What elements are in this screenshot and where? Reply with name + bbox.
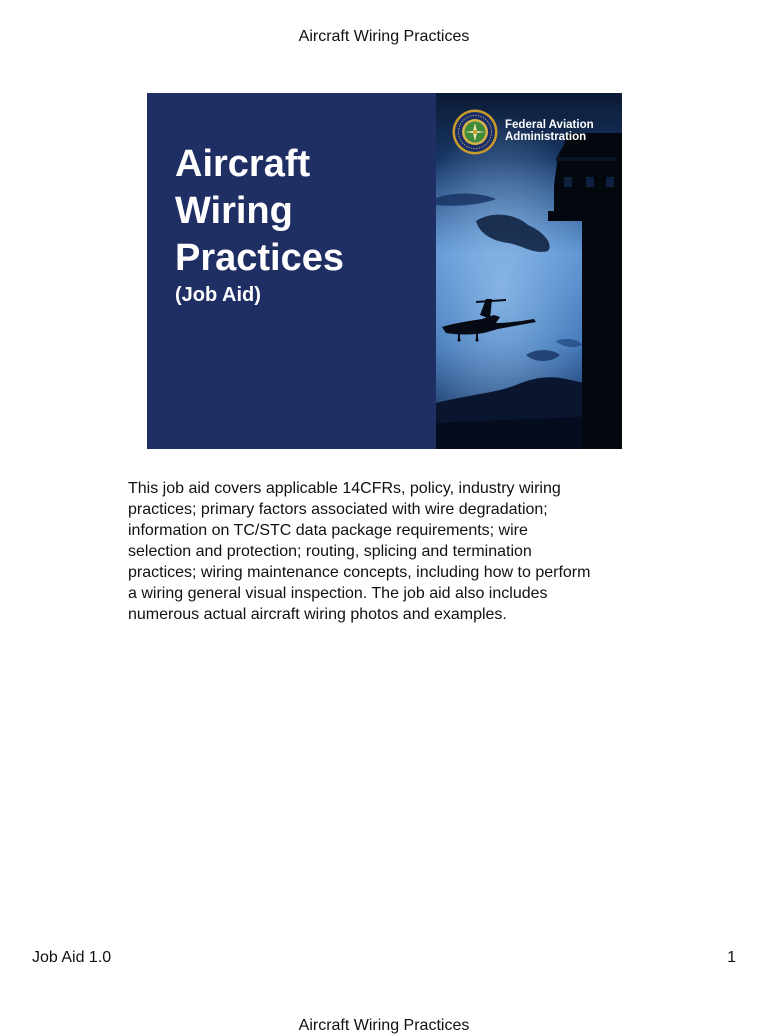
next-page-header: Aircraft Wiring Practices bbox=[298, 1017, 470, 1034]
agency-name-line: Administration bbox=[505, 131, 587, 143]
slide-title-line: Aircraft bbox=[175, 143, 311, 185]
page-header: Aircraft Wiring Practices bbox=[298, 28, 470, 45]
slide-title-line: Wiring bbox=[175, 190, 293, 232]
slide-subtitle: (Job Aid) bbox=[175, 284, 261, 306]
agency-name bbox=[505, 119, 594, 143]
footer-version: Job Aid 1.0 bbox=[32, 949, 112, 966]
job-aid-description bbox=[128, 478, 648, 625]
description-line: practices; wiring maintenance concepts, including how to perform bbox=[128, 564, 591, 581]
description-line: a wiring general visual inspection. The job aid also includes bbox=[128, 585, 548, 602]
agency-name-line: Federal Aviation bbox=[505, 119, 594, 131]
faa-seal-logo bbox=[452, 109, 498, 155]
description-line: selection and protection; routing, splicing and termination bbox=[128, 543, 532, 560]
description-line: practices; primary factors associated with wire degradation; bbox=[128, 501, 548, 518]
title-slide bbox=[147, 93, 622, 449]
description-line: information on TC/STC data package requirements; wire bbox=[128, 522, 528, 539]
description-line: numerous actual aircraft wiring photos and examples. bbox=[128, 606, 507, 623]
slide-title bbox=[175, 141, 344, 282]
footer-page-number: 1 bbox=[727, 949, 736, 966]
slide-title-panel bbox=[147, 93, 436, 449]
description-line: This job aid covers applicable 14CFRs, policy, industry wiring bbox=[128, 480, 561, 497]
slide-title-line: Practices bbox=[175, 237, 345, 279]
